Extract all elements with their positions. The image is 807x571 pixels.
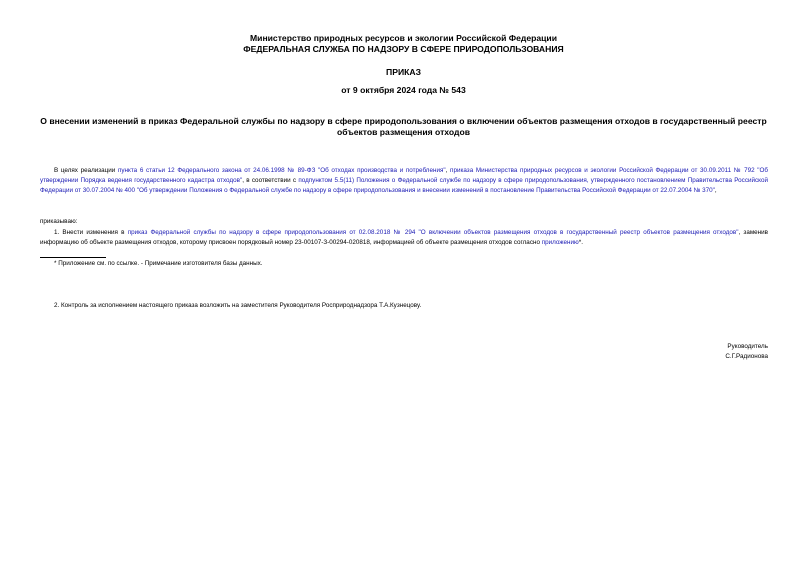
preamble-text-3: , в соответствии с (242, 177, 299, 184)
resolution-400-link[interactable]: подпунктом 5.5(11) Положения о Федеральной службе по надзору в сфере природопользования, утвержденного постановлением Правительства Российской Федерации от 30.07.2004 № 400 "Об утверждении Положения о Федеральной службе по надзору в сфере природопользования и внесении изменений в постановление Правительства Российской Федерации от 22.07.2004 № 370" (40, 177, 768, 194)
item-1-text-1: 1. Внести изменения в (54, 229, 128, 236)
footnote: * Приложение см. по ссылке. - Примечание изготовителя базы данных. (54, 260, 263, 267)
order-294-link[interactable]: приказ Федеральной службы по надзору в сфере природопользования от 02.08.2018 № 294 "О включении объектов размещения отходов в государственный реестр объектов размещения отходов" (127, 229, 739, 236)
preamble-paragraph (40, 166, 768, 196)
item-1-text-2: , заменив информацию об объекте размещения отходов, которому присвоен порядковый номер 23-00107-З-00294-020818, информацией об объекте размещения отходов согласно (40, 229, 768, 246)
footnote-divider (40, 257, 106, 258)
service-name: ФЕДЕРАЛЬНАЯ СЛУЖБА ПО НАДЗОРУ В СФЕРЕ ПРИРОДОПОЛЬЗОВАНИЯ (243, 44, 564, 54)
preamble-text-2: , (445, 167, 451, 174)
law-89-fz-link[interactable]: пункта 6 статьи 12 Федерального закона от 24.06.1998 № 89-ФЗ "Об отходах производства и потребления" (117, 167, 446, 174)
signatory-position: Руководитель (727, 343, 768, 350)
order-date: от 9 октября 2024 года № 543 (341, 85, 466, 95)
order-word: приказываю: (40, 218, 78, 225)
appendix-link[interactable]: приложению (541, 239, 579, 246)
signatory-name: С.Г.Радионова (725, 353, 768, 360)
document-header (0, 33, 807, 55)
item-1-paragraph (40, 228, 768, 248)
item-1-text-3: *. (578, 239, 583, 246)
signature-block (725, 342, 768, 362)
order-title: ПРИКАЗ (386, 67, 421, 77)
ministry-name: Министерство природных ресурсов и экологии Российской Федерации (250, 33, 557, 43)
order-subject: О внесении изменений в приказ Федеральной службы по надзору в сфере природопользования о включении объектов размещения отходов в государственный реестр объектов размещения отходов (40, 116, 767, 137)
item-2-paragraph: 2. Контроль за исполнением настоящего приказа возложить на заместителя Руководителя Росприроднадзора Т.А.Кузнецову. (54, 302, 422, 309)
preamble-text-4: , (714, 187, 717, 194)
order-792-link[interactable]: приказа Министерства природных ресурсов и экологии Российской Федерации от 30.09.2011 № 792 "Об утверждении Порядка ведения государственного кадастра отходов" (40, 167, 769, 184)
preamble-text-1: В целях реализации (54, 167, 118, 174)
